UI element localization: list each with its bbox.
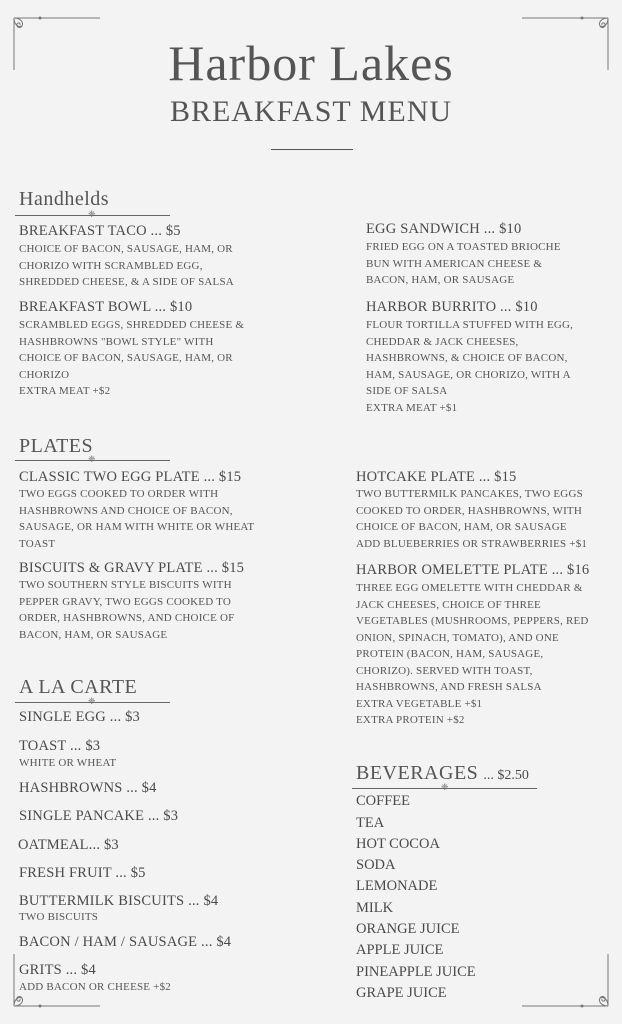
beverage-item: PINEAPPLE JUICE — [356, 964, 476, 980]
beverage-item: APPLE JUICE — [356, 942, 444, 958]
item-grits: GRITS ... $4 — [19, 962, 96, 978]
item-desc-egg-sandwich: FRIED EGG ON A TOASTED BRIOCHE BUN WITH AMERICAN CHEESE & BACON, HAM, OR SAUSAGE — [366, 241, 561, 286]
beverages-heading-text: BEVERAGES — [356, 762, 479, 784]
item-desc-biscuits-gravy-plate: TWO SOUTHERN STYLE BISCUITS WITH PEPPER GRAVY, TWO EGGS COOKED TO ORDER, HASHBROWNS, AND CHOICE OF BACON, HAM, OR SAUSAGE — [19, 579, 235, 641]
item-title-breakfast-taco: BREAKFAST TACO ... $5 — [19, 223, 181, 239]
section-heading-a-la-carte: A LA CARTE — [19, 676, 138, 698]
item-grits-note: ADD BACON OR CHEESE +$2 — [19, 981, 171, 993]
section-ornament-icon: ❈ — [88, 210, 96, 220]
item-title-classic-two-egg-plate: CLASSIC TWO EGG PLATE ... $15 — [19, 469, 242, 485]
item-buttermilk-biscuits: BUTTERMILK BISCUITS ... $4 — [19, 893, 219, 909]
item-desc-breakfast-bowl: SCRAMBLED EGGS, SHREDDED CHEESE & HASHBROWNS "BOWL STYLE" WITH CHOICE OF BACON, SAUSAGE, HAM, OR CHORIZO EXTRA MEAT +$2 — [19, 319, 245, 397]
section-ornament-icon: ❈ — [441, 783, 449, 793]
menu-subtitle: BREAKFAST MENU — [169, 95, 453, 128]
beverage-item: HOT COCOA — [356, 836, 440, 852]
section-ornament-icon: ❈ — [88, 697, 96, 707]
beverage-item: MILK — [356, 900, 394, 916]
beverage-item: SODA — [356, 857, 396, 873]
section-ornament-icon: ❈ — [88, 455, 96, 465]
item-oatmeal: OATMEAL... $3 — [18, 837, 119, 853]
beverage-item: COFFEE — [356, 793, 410, 809]
section-heading-plates: PLATES — [19, 435, 94, 457]
section-heading-beverages — [356, 762, 529, 785]
item-hashbrowns: HASHBROWNS ... $4 — [19, 780, 157, 796]
item-title-egg-sandwich: EGG SANDWICH ... $10 — [366, 221, 522, 237]
item-title-breakfast-bowl: BREAKFAST BOWL ... $10 — [19, 299, 193, 315]
beverage-item: ORANGE JUICE — [356, 921, 460, 937]
item-title-hotcake-plate: HOTCAKE PLATE ... $15 — [356, 469, 517, 485]
section-heading-handhelds: Handhelds — [19, 188, 110, 210]
title-divider — [271, 149, 353, 150]
item-desc-harbor-burrito: FLOUR TORTILLA STUFFED WITH EGG, CHEDDAR & JACK CHEESES, HASHBROWNS, & CHOICE OF BACON, HAM, SAUSAGE, OR CHORIZO, WITH A SIDE OF SALSA EXTRA MEAT +$1 — [366, 319, 574, 414]
item-title-harbor-omelette-plate: HARBOR OMELETTE PLATE ... $16 — [356, 562, 590, 578]
item-toast: TOAST ... $3 — [19, 738, 101, 754]
item-fresh-fruit: FRESH FRUIT ... $5 — [19, 865, 146, 881]
item-desc-breakfast-taco: CHOICE OF BACON, SAUSAGE, HAM, OR CHORIZO WITH SCRAMBLED EGG, SHREDDED CHEESE, & A SIDE OF SALSA — [19, 243, 234, 288]
corner-ornament-bottom-right — [516, 950, 612, 1010]
item-desc-harbor-omelette-plate: THREE EGG OMELETTE WITH CHEDDAR & JACK CHEESES, CHOICE OF THREE VEGETABLES (MUSHROOMS, PEPPERS, RED ONION, SPINACH, TOMATO), AND ONE PROTEIN (BACON, HAM, SAUSAGE, CHORIZO). SERVED WITH TOAST, HASHBROWNS, AND FRESH SALSA EXTRA VEGETABLE +$1 EXTRA PROTEIN +$2 — [356, 582, 589, 726]
menu-title: Harbor Lakes — [168, 35, 454, 91]
beverage-item: LEMONADE — [356, 878, 438, 894]
beverage-item: TEA — [356, 815, 385, 831]
item-bacon-ham-sausage: BACON / HAM / SAUSAGE ... $4 — [19, 934, 232, 950]
item-single-pancake: SINGLE PANCAKE ... $3 — [19, 808, 179, 824]
beverages-price: ... $2.50 — [483, 768, 529, 783]
item-desc-classic-two-egg-plate: TWO EGGS COOKED TO ORDER WITH HASHBROWNS AND CHOICE OF BACON, SAUSAGE, OR HAM WITH WHITE OR WHEAT TOAST — [19, 488, 255, 550]
item-title-biscuits-gravy-plate: BISCUITS & GRAVY PLATE ... $15 — [19, 560, 245, 576]
item-title-harbor-burrito: HARBOR BURRITO ... $10 — [366, 299, 538, 315]
item-desc-hotcake-plate: TWO BUTTERMILK PANCAKES, TWO EGGS COOKED TO ORDER, HASHBROWNS, WITH CHOICE OF BACON, HAM, OR SAUSAGE ADD BLUEBERRIES OR STRAWBERRIES +$1 — [356, 488, 588, 550]
item-toast-note: WHITE OR WHEAT — [19, 757, 117, 769]
item-single-egg: SINGLE EGG ... $3 — [19, 709, 141, 725]
beverage-item: GRAPE JUICE — [356, 985, 447, 1001]
item-buttermilk-biscuits-note: TWO BISCUITS — [19, 911, 99, 923]
